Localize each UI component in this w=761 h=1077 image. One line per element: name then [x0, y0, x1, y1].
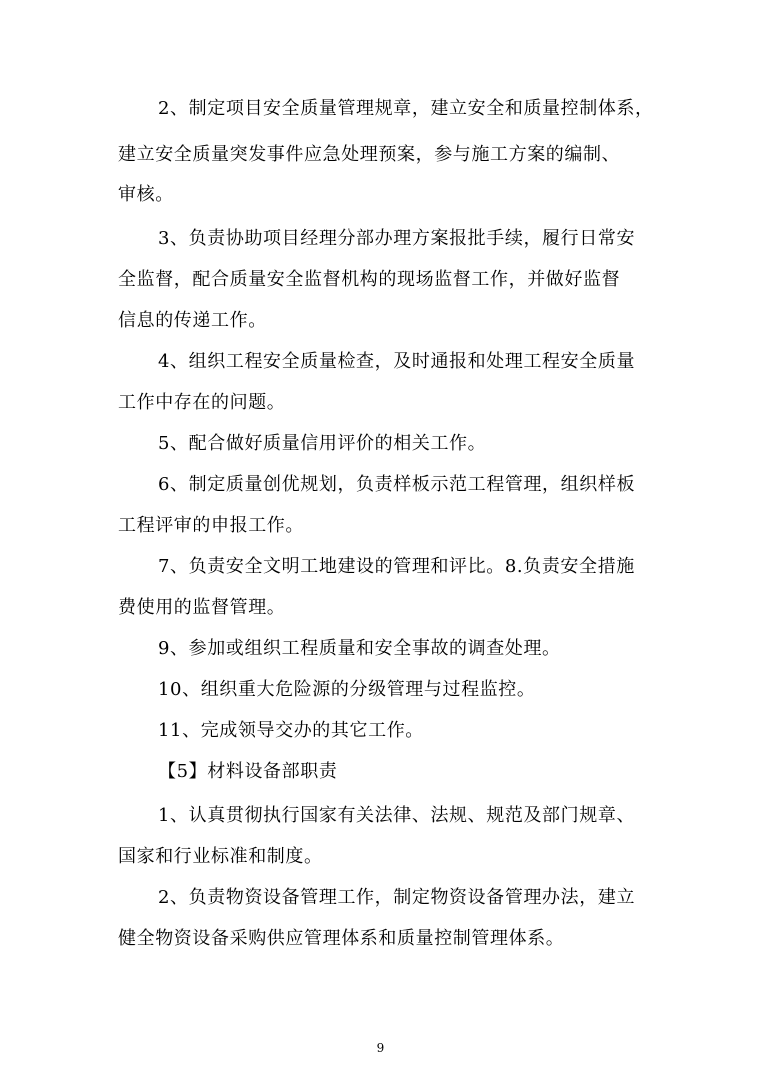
text-line: 健全物资设备采购供应管理体系和质量控制管理体系。	[118, 928, 565, 949]
text-line: 国家和行业标准和制度。	[118, 846, 323, 867]
text-line: 9、参加或组织工程质量和安全事故的调查处理。	[158, 638, 561, 659]
text-line: 6、制定质量创优规划，负责样板示范工程管理，组织样板	[158, 474, 636, 495]
text-line: 费使用的监督管理。	[118, 597, 286, 618]
text-line: 3、负责协助项目经理分部办理方案报批手续，履行日常安	[158, 228, 636, 249]
page-number: 9	[376, 1041, 385, 1055]
text-line: 1、认真贯彻执行国家有关法律、法规、规范及部门规章、	[158, 805, 636, 826]
text-line: 7、负责安全文明工地建设的管理和评比。8.负责安全措施	[158, 556, 635, 577]
text-line: 审核。	[118, 184, 174, 205]
text-line: 2、制定项目安全质量管理规章，建立安全和质量控制体系，	[158, 98, 654, 119]
text-line: 工作中存在的问题。	[118, 392, 286, 413]
text-line: 全监督，配合质量安全监督机构的现场监督工作，并做好监督	[118, 269, 621, 290]
text-line: 工程评审的申报工作。	[118, 515, 304, 536]
section-heading: 【5】材料设备部职责	[158, 761, 338, 782]
text-line: 2、负责物资设备管理工作，制定物资设备管理办法，建立	[158, 887, 636, 908]
text-line: 信息的传递工作。	[118, 310, 267, 331]
text-line: 4、组织工程安全质量检查，及时通报和处理工程安全质量	[158, 351, 636, 372]
text-line: 11、完成领导交办的其它工作。	[158, 720, 424, 741]
text-line: 10、组织重大危险源的分级管理与过程监控。	[158, 679, 536, 700]
text-line: 5、配合做好质量信用评价的相关工作。	[158, 433, 487, 454]
text-line: 建立安全质量突发事件应急处理预案，参与施工方案的编制、	[118, 144, 621, 165]
